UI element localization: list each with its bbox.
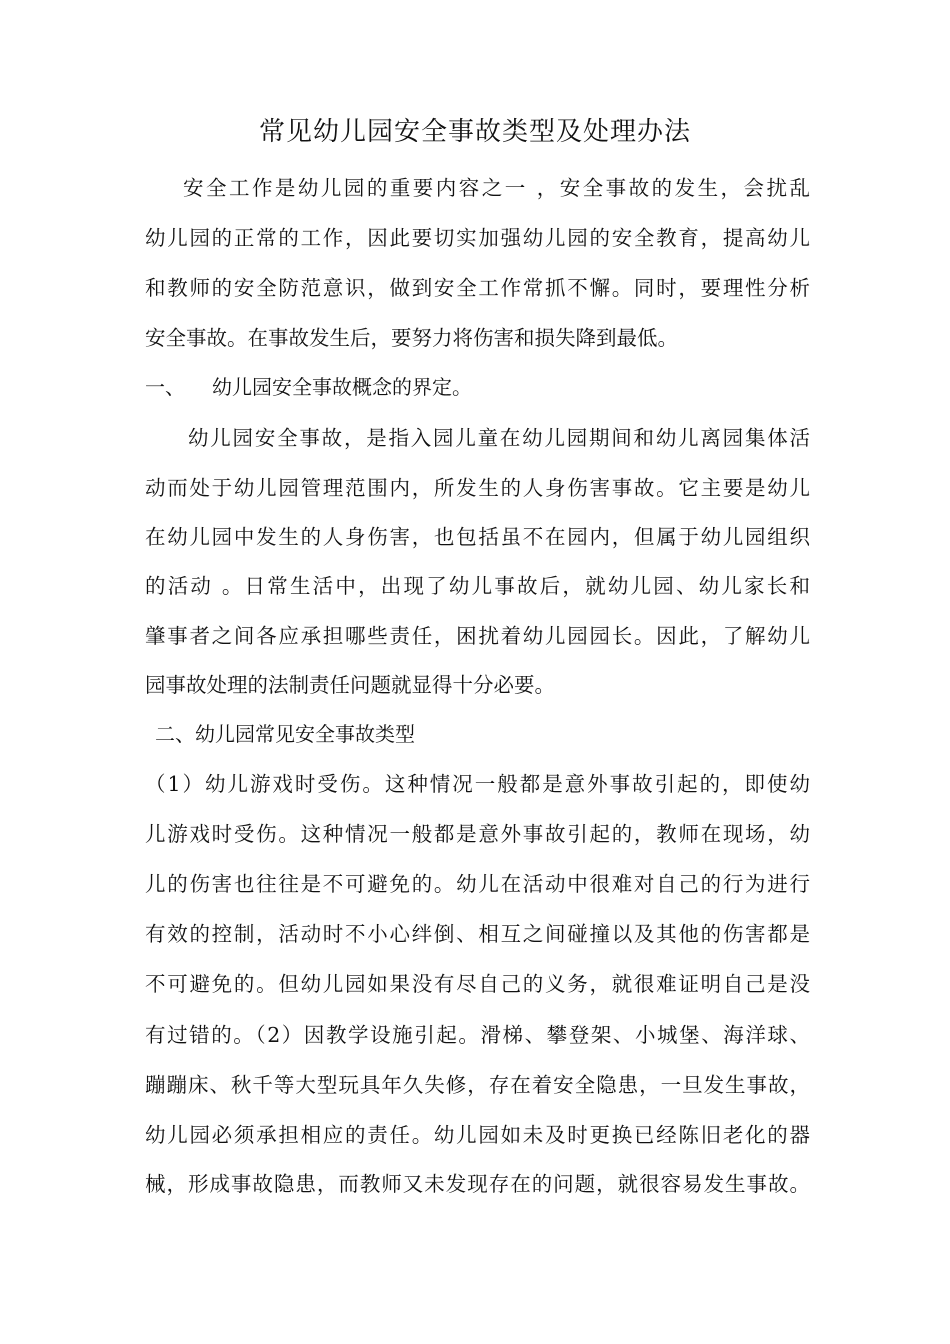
section-1-line-1: 幼儿园安全事故，是指入园儿童在幼儿园期间和幼儿离园集体活 [188, 426, 810, 450]
section-1-line-2: 动而处于幼儿园管理范围内，所发生的人身伤害事故。它主要是幼儿 [145, 476, 810, 500]
section-2-line-2: 儿游戏时受伤。这种情况一般都是意外事故引起的，教师在现场，幼 [145, 822, 810, 846]
intro-line-4: 安全事故。在事故发生后，要努力将伤害和损失降到最低。 [145, 326, 678, 350]
document-title: 常见幼儿园安全事故类型及处理办法 [258, 117, 691, 147]
section-1-number: 一、 [145, 375, 185, 399]
section-2-line-4: 有效的控制，活动时不小心绊倒、相互之间碰撞以及其他的伤害都是 [145, 922, 810, 946]
intro-line-2: 幼儿园的正常的工作，因此要切实加强幼儿园的安全教育，提高幼儿 [145, 226, 810, 250]
section-1-line-4: 的活动 。日常生活中，出现了幼儿事故后，就幼儿园、幼儿家长和 [145, 574, 810, 598]
section-2-line-8: 幼儿园必须承担相应的责任。幼儿园如未及时更换已经陈旧老化的器 [145, 1123, 810, 1147]
section-2-line-6: 有过错的。（2）因教学设施引起。滑梯、攀登架、小城堡、海洋球、 [145, 1023, 810, 1047]
section-1-line-5: 肇事者之间各应承担哪些责任，困扰着幼儿园园长。因此，了解幼儿 [145, 624, 810, 648]
section-2-line-9: 械，形成事故隐患，而教师又未发现存在的问题，就很容易发生事故。 [145, 1172, 810, 1196]
section-2-line-5: 不可避免的。但幼儿园如果没有尽自己的义务，就很难证明自己是没 [145, 972, 810, 996]
section-2-heading: 二、幼儿园常见安全事故类型 [155, 722, 415, 746]
section-2-line-3: 儿的伤害也往往是不可避免的。幼儿在活动中很难对自己的行为进行 [145, 872, 810, 896]
section-2-line-1: （1）幼儿游戏时受伤。这种情况一般都是意外事故引起的，即使幼 [145, 772, 810, 796]
intro-line-3: 和教师的安全防范意识，做到安全工作常抓不懈。同时，要理性分析 [145, 276, 810, 300]
section-2-line-7: 蹦蹦床、秋千等大型玩具年久失修，存在着安全隐患，一旦发生事故， [145, 1073, 810, 1097]
section-1-line-6: 园事故处理的法制责任问题就显得十分必要。 [145, 673, 555, 697]
section-1-heading: 幼儿园安全事故概念的界定。 [212, 375, 472, 399]
section-1-line-3: 在幼儿园中发生的人身伤害，也包括虽不在园内，但属于幼儿园组织 [145, 525, 810, 549]
intro-line-1: 安全工作是幼儿园的重要内容之一 ，安全事故的发生，会扰乱 [183, 176, 810, 200]
